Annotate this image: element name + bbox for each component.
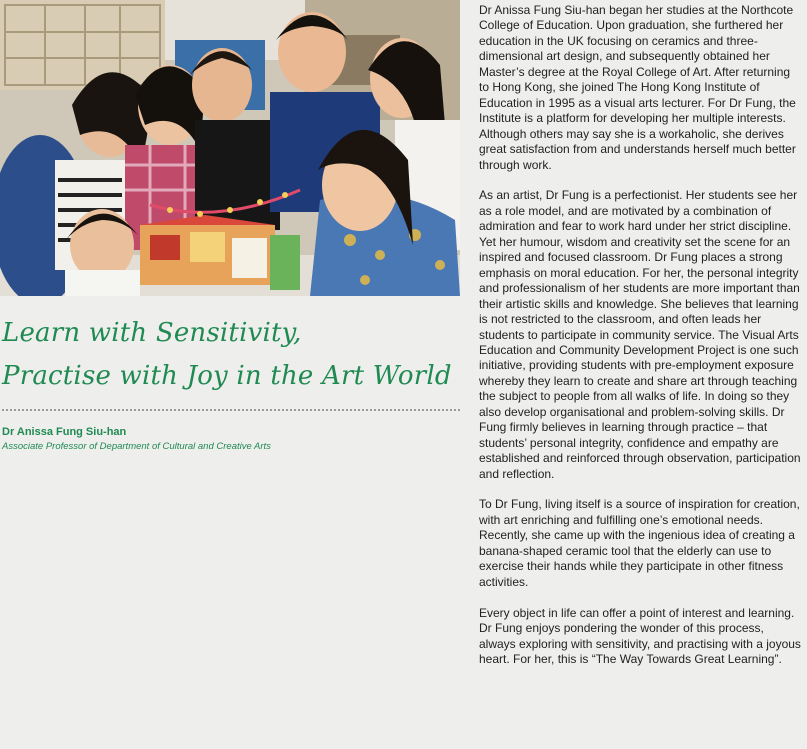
article-paragraph-3: To Dr Fung, living itself is a source of inspiration for creation, with art enriching and fulfilling one’s emotional needs. Recently, she came up with the ingenious idea of creating a banana-shaped ceramic tool that the elderly can use to exercise their hands while they participate in other fitness activities.	[479, 497, 800, 589]
headline	[2, 312, 457, 398]
article-paragraph-4: Every object in life can offer a point of interest and learning. Dr Fung enjoys pondering the wonder of this process, always exploring with sensitivity, and practising with a joyous heart. For her, this is “The Way Towards Great Learning”.	[479, 605, 801, 666]
author-role: Associate Professor of Department of Cultural and Creative Arts	[2, 441, 271, 452]
dotted-divider	[2, 409, 460, 411]
article-paragraph-2: As an artist, Dr Fung is a perfectionist. Her students see her as a role model, and are motivated by a combination of admiration and fear to work hard under her strict discipline. Yet her humour, wisdom and creativity set the scene for an inspired and focused classroom. Dr Fung places a strong emphasis on moral education. For her, the personal integrity and professionalism of her students are more important than their artistic skills and knowledge. She believes that learning is not restricted to the classroom, and often leads her students to participate in community service. The Visual Arts Education and Community Development Project is one such initiative, providing students with pre-employment exposure whereby they learn to create and share art through teaching the subject to people from all walks of life. In doing so they also develop organisational and problem-solving skills. Dr Fung firmly believes in learning through practice – that students’ personal integrity, confidence and empathy are established and reinforced through observation, participation and reflection.	[479, 188, 801, 481]
headline-line-1: Learn with Sensitivity,	[2, 318, 302, 348]
author-name: Dr Anissa Fung Siu-han	[2, 426, 127, 438]
group-photo-illustration	[0, 0, 460, 296]
article-paragraph-1: Dr Anissa Fung Siu-han began her studies at the Northcote College of Education. Upon graduation, she furthered her education in the UK focusing on ceramics and three-dimensional art design, and subsequently obtained her Master’s degree at the Royal College of Art. After returning to Hong Kong, she joined The Hong Kong Institute of Education in 1995 as a visual arts lecturer. For Dr Fung, the Institute is a platform for developing her multiple interests. Although others may say she is a workaholic, she derives great satisfaction from and understands herself much better through work.	[479, 3, 796, 172]
headline-line-2: Practise with Joy in the Art World	[2, 361, 452, 391]
article-body	[479, 3, 803, 683]
group-photo	[0, 0, 460, 296]
